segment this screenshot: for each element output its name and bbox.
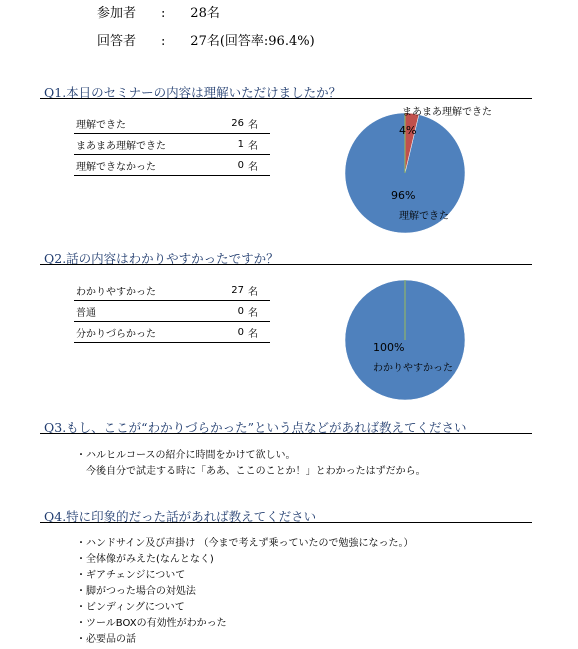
q2-title: Q2.話の内容はわかりやすかったですか？ xyxy=(44,251,279,266)
q3-answers xyxy=(76,448,426,480)
row-count: 0 xyxy=(214,322,246,343)
q2-table xyxy=(74,280,270,343)
table-row xyxy=(74,155,270,176)
row-count: 0 xyxy=(214,155,246,176)
list-item: ・必要品の話 xyxy=(76,634,136,645)
colon: : xyxy=(160,34,166,49)
list-item: ・ハルヒルコースの紹介に時間をかけて欲しい。 xyxy=(76,450,296,461)
row-unit: 名 xyxy=(246,280,270,301)
table-row xyxy=(74,134,270,155)
row-count: 27 xyxy=(214,280,246,301)
participants-line xyxy=(97,2,220,21)
row-unit: 名 xyxy=(246,155,270,176)
row-unit: 名 xyxy=(246,134,270,155)
row-count: 1 xyxy=(214,134,246,155)
participants-value: 28名 xyxy=(190,6,220,21)
list-item: ・全体像がみえた(なんとなく) xyxy=(76,554,214,565)
table-row xyxy=(74,322,270,343)
row-label: 分かりづらかった xyxy=(74,322,214,343)
pie1-big-label: 理解できた xyxy=(399,211,449,222)
q4-answers xyxy=(76,536,413,648)
row-unit: 名 xyxy=(246,113,270,134)
q1-title: Q1.本日のセミナーの内容は理解いただけましたか？ xyxy=(44,85,342,100)
row-count: 0 xyxy=(214,301,246,322)
row-label: 理解できなかった xyxy=(74,155,214,176)
table-row xyxy=(74,301,270,322)
table-row xyxy=(74,113,270,134)
q2-pie-chart xyxy=(330,270,480,410)
colon: : xyxy=(160,6,166,21)
q1-table xyxy=(74,113,270,176)
respondents-value: 27名(回答率:96.4%) xyxy=(190,34,315,49)
row-label: 普通 xyxy=(74,301,214,322)
participants-label: 参加者 xyxy=(97,6,137,21)
q4-rule xyxy=(40,522,532,523)
q4-title: Q4.特に印象的だった話があれば教えてください xyxy=(44,509,317,524)
row-label: まあまあ理解できた xyxy=(74,134,214,155)
q3-rule xyxy=(40,433,532,434)
row-unit: 名 xyxy=(246,301,270,322)
pie1-big-pct: 96% xyxy=(391,189,416,202)
respondents-line xyxy=(97,30,315,49)
row-count: 26 xyxy=(214,113,246,134)
list-item: ・ツールBOXの有効性がわかった xyxy=(76,618,227,629)
table-row xyxy=(74,280,270,301)
q2-rule xyxy=(40,264,532,265)
list-item: ・ギアチェンジについて xyxy=(76,570,186,581)
q1-rule xyxy=(40,98,532,99)
list-item: ・ビンディングについて xyxy=(76,602,185,613)
pie1-small-label: まあまあ理解できた xyxy=(402,107,492,118)
list-item: ・ハンドサイン及び声掛け （今まで考えず乗っていたので勉強になった。） xyxy=(76,538,414,549)
row-unit: 名 xyxy=(246,322,270,343)
pie1-small-pct: 4% xyxy=(399,124,417,137)
list-item: 今後自分で試走する時に「ああ、ここのことか！」とわかったはずだから。 xyxy=(76,466,426,477)
q3-title: Q3.もし、ここが“わかりづらかった”という点などがあれば教えてください xyxy=(44,420,467,435)
list-item: ・脚がつった場合の対処法 xyxy=(76,586,196,597)
pie2-big-pct: 100% xyxy=(373,341,405,354)
pie2-big-label: わかりやすかった xyxy=(373,363,453,374)
respondents-label: 回答者 xyxy=(97,34,137,49)
row-label: わかりやすかった xyxy=(74,280,214,301)
row-label: 理解できた xyxy=(74,113,214,134)
